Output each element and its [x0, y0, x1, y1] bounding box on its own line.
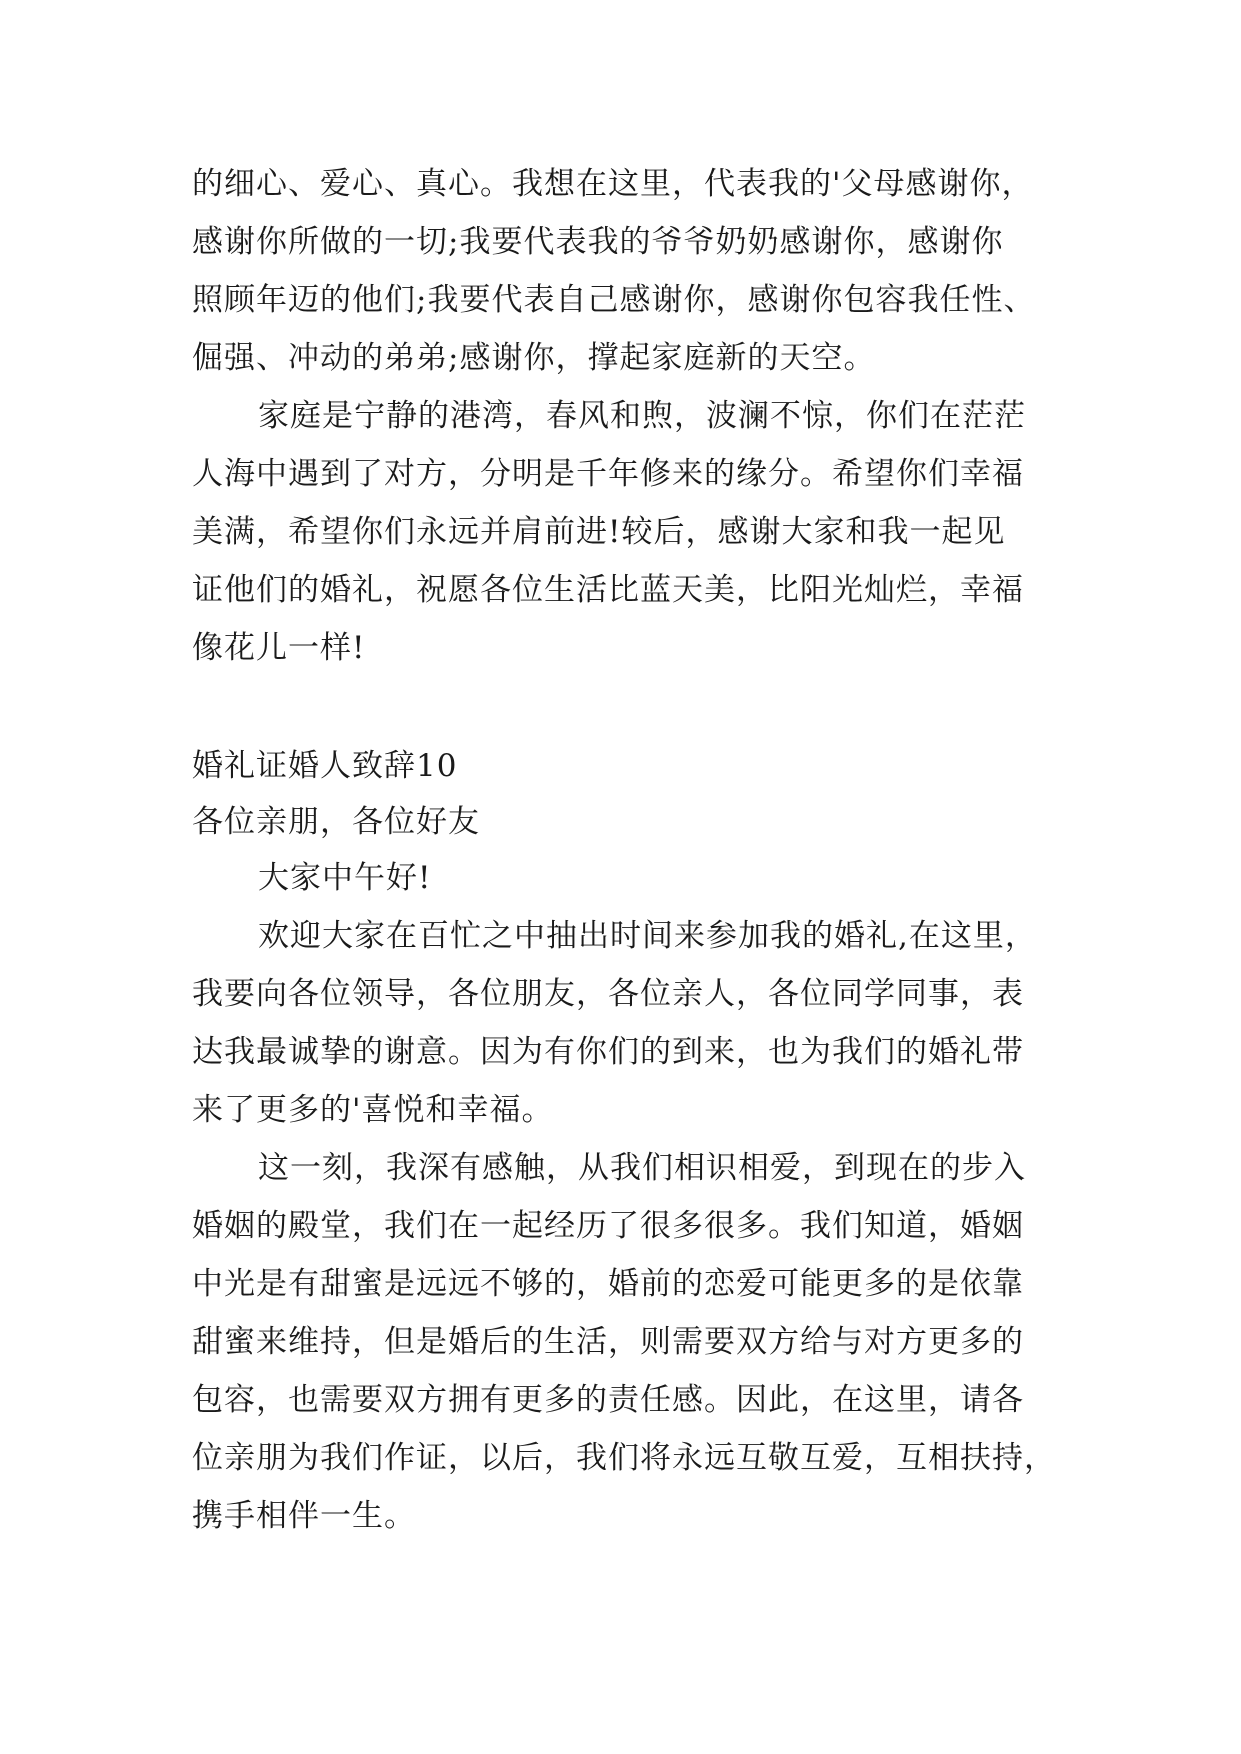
body-paragraph-2-line-6: 位亲朋为我们作证，以后，我们将永远互敬互爱，互相扶持，	[192, 1440, 1056, 1476]
body-paragraph-1-line-3: 达我最诚挚的谢意。因为有你们的到来，也为我们的婚礼带	[192, 1034, 1024, 1070]
paragraph-1-line-2: 感谢你所做的一切;我要代表我的爷爷奶奶感谢你，感谢你	[192, 224, 1004, 260]
body-paragraph-1-line-2: 我要向各位领导，各位朋友，各位亲人，各位同学同事，表	[192, 976, 1024, 1012]
body-paragraph-2-line-1: 这一刻，我深有感触，从我们相识相爱，到现在的步入	[258, 1150, 1026, 1186]
body-paragraph-1-line-4: 来了更多的'喜悦和幸福。	[192, 1092, 554, 1128]
body-paragraph-2-line-4: 甜蜜来维持，但是婚后的生活，则需要双方给与对方更多的	[192, 1324, 1024, 1360]
paragraph-2-line-2: 人海中遇到了对方，分明是千年修来的缘分。希望你们幸福	[192, 456, 1024, 492]
paragraph-1-line-3: 照顾年迈的他们;我要代表自己感谢你，感谢你包容我任性、	[192, 282, 1036, 318]
body-paragraph-2-line-2: 婚姻的殿堂，我们在一起经历了很多很多。我们知道，婚姻	[192, 1208, 1024, 1244]
paragraph-1-line-4: 倔强、冲动的弟弟;感谢你，撑起家庭新的天空。	[192, 340, 876, 376]
body-paragraph-2-line-7: 携手相伴一生。	[192, 1498, 416, 1534]
section-title: 婚礼证婚人致辞10	[192, 748, 458, 784]
paragraph-1-line-1: 的细心、爱心、真心。我想在这里，代表我的'父母感谢你，	[192, 166, 1034, 202]
body-paragraph-2-line-3: 中光是有甜蜜是远远不够的，婚前的恋爱可能更多的是依靠	[192, 1266, 1024, 1302]
greeting: 大家中午好!	[258, 860, 432, 896]
paragraph-2-line-1: 家庭是宁静的港湾，春风和煦，波澜不惊，你们在茫茫	[258, 398, 1026, 434]
paragraph-2-line-4: 证他们的婚礼，祝愿各位生活比蓝天美，比阳光灿烂，幸福	[192, 572, 1024, 608]
paragraph-2-line-3: 美满，希望你们永远并肩前进!较后，感谢大家和我一起见	[192, 514, 1006, 550]
salutation: 各位亲朋，各位好友	[192, 804, 480, 840]
paragraph-2-line-5: 像花儿一样!	[192, 630, 366, 666]
body-paragraph-1-line-1: 欢迎大家在百忙之中抽出时间来参加我的婚礼,在这里，	[258, 918, 1037, 954]
body-paragraph-2-line-5: 包容，也需要双方拥有更多的责任感。因此，在这里，请各	[192, 1382, 1024, 1418]
